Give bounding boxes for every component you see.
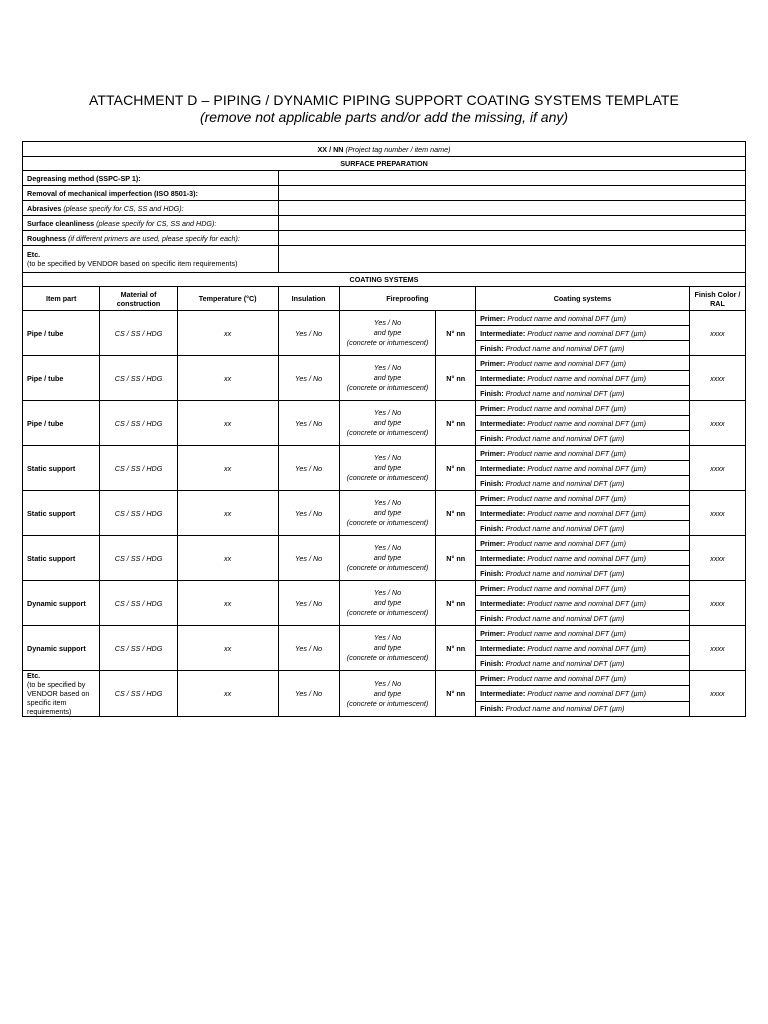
temperature-cell: xx [177,491,278,536]
surface-prep-row [23,231,746,246]
coat-layer-desc: Product name and nominal DFT (µm) [505,704,625,714]
coat-layer-desc: Product name and nominal DFT (µm) [507,628,627,638]
fireproofing-cell [339,626,436,671]
column-header-fireproofing: Fireproofing [339,287,475,311]
coat-layer-cell [476,506,690,521]
fireproofing-cell [339,401,436,446]
finish-color-cell: xxxx [689,671,745,717]
temperature-cell: xx [177,401,278,446]
coat-layer-label: Finish: [480,388,504,398]
insulation-cell: Yes / No [278,581,339,626]
finish-color-cell: xxxx [689,491,745,536]
coat-layer-desc: Product name and nominal DFT (µm) [505,658,625,668]
coat-layer-desc: Product name and nominal DFT (µm) [507,583,627,593]
fireproofing-yes-no: Yes / No [373,318,402,327]
coat-layer-cell [476,401,690,416]
surface-prep-etc-row [23,246,746,273]
finish-color-cell: xxxx [689,311,745,356]
coat-layer-label: Intermediate: [480,598,526,608]
insulation-cell: Yes / No [278,401,339,446]
fireproofing-yes-no: Yes / No [373,498,402,507]
fireproofing-yes-no: Yes / No [373,543,402,552]
coat-layer-cell [476,446,690,461]
surface-prep-row [23,186,746,201]
coat-number-cell [436,356,476,401]
item-etc-note: (to be specified by VENDOR based on specific item requirements) [27,680,90,716]
material-cell: CS / SS / HDG [100,446,177,491]
coat-layer-cell [476,431,690,446]
coat-layer-label: Primer: [480,403,506,413]
column-header-coating: Coating systems [476,287,690,311]
coating-item-row [23,671,746,686]
fireproofing-and-type: and type [373,373,402,382]
coat-layer-label: Primer: [480,538,506,548]
finish-color-cell: xxxx [689,401,745,446]
insulation-cell: Yes / No [278,491,339,536]
surface-preparation-heading-row [23,157,746,171]
finish-color-cell: xxxx [689,446,745,491]
coat-number: N° nn [446,689,466,698]
item-part-label: Static support [27,553,76,563]
coat-layer-desc: Product name and nominal DFT (µm) [527,418,647,428]
coat-number-cell [436,401,476,446]
coat-layer-desc: Product name and nominal DFT (µm) [527,328,647,338]
material-cell: CS / SS / HDG [100,536,177,581]
coat-number-cell [436,581,476,626]
coat-number: N° nn [446,328,466,338]
temperature-cell: xx [177,671,278,717]
insulation-cell: Yes / No [278,626,339,671]
coating-item-row [23,581,746,596]
coat-number: N° nn [446,418,466,428]
temperature-cell: xx [177,311,278,356]
column-header-item-part: Item part [23,287,100,311]
surface-prep-label: Abrasives [27,203,62,213]
item-part-label: Pipe / tube [27,418,64,428]
coat-layer-label: Intermediate: [480,463,526,473]
item-etc-label: Etc. [27,671,41,680]
coat-layer-desc: Product name and nominal DFT (µm) [527,553,647,563]
item-part-label: Pipe / tube [27,328,64,338]
coat-layer-cell [476,461,690,476]
coat-layer-label: Finish: [480,433,504,443]
coat-layer-desc: Product name and nominal DFT (µm) [507,673,627,683]
surface-prep-value-field[interactable] [278,186,745,201]
insulation-cell: Yes / No [278,446,339,491]
fireproofing-yes-no: Yes / No [373,678,402,688]
coat-number: N° nn [446,463,466,473]
document-title: ATTACHMENT D – PIPING / DYNAMIC PIPING SUPPORT COATING SYSTEMS TEMPLATE [88,92,679,108]
fireproofing-kind: (concrete or intumescent) [346,653,429,662]
temperature-cell: xx [177,536,278,581]
column-header-temperature: Temperature (°C) [177,287,278,311]
coat-number: N° nn [446,643,466,653]
material-cell: CS / SS / HDG [100,311,177,356]
coat-layer-cell [476,641,690,656]
surface-prep-etc-label: Etc. [27,250,41,259]
fireproofing-yes-no: Yes / No [373,633,402,642]
document-subtitle: (remove not applicable parts and/or add the missing, if any) [199,109,569,125]
fireproofing-cell [339,671,436,717]
coat-layer-cell [476,581,690,596]
fireproofing-and-type: and type [373,598,402,607]
fireproofing-and-type: and type [373,463,402,472]
coat-layer-cell [476,341,690,356]
coat-layer-desc: Product name and nominal DFT (µm) [507,313,627,323]
fireproofing-yes-no: Yes / No [373,363,402,372]
material-cell: CS / SS / HDG [100,356,177,401]
coat-layer-desc: Product name and nominal DFT (µm) [507,403,627,413]
coat-layer-desc: Product name and nominal DFT (µm) [527,598,647,608]
coating-item-row [23,536,746,551]
coating-header-row [23,287,746,311]
fireproofing-and-type: and type [373,688,402,698]
coat-number-cell [436,491,476,536]
surface-prep-etc-note: (to be specified by VENDOR based on specific item requirements) [27,259,238,268]
item-part-label: Dynamic support [27,598,86,608]
item-part-label: Static support [27,463,76,473]
surface-preparation-heading: SURFACE PREPARATION [23,157,746,171]
coat-layer-label: Finish: [480,343,504,353]
coat-layer-cell [476,656,690,671]
coat-layer-label: Primer: [480,358,506,368]
coat-layer-cell [476,671,690,686]
coat-layer-cell [476,326,690,341]
fireproofing-cell [339,491,436,536]
fireproofing-kind: (concrete or intumescent) [346,518,429,527]
surface-prep-label: Removal of mechanical imperfection (ISO 8501-3): [27,188,198,198]
coat-layer-desc: Product name and nominal DFT (µm) [505,388,625,398]
coating-item-row [23,626,746,641]
finish-color-cell: xxxx [689,581,745,626]
coating-item-row [23,401,746,416]
surface-prep-value-field[interactable] [278,201,745,216]
coating-systems-heading-row [23,273,746,287]
coat-layer-label: Primer: [480,313,506,323]
coat-layer-label: Intermediate: [480,643,526,653]
insulation-cell: Yes / No [278,671,339,717]
fireproofing-kind: (concrete or intumescent) [346,563,429,572]
surface-prep-value-field[interactable] [278,216,745,231]
insulation-cell: Yes / No [278,311,339,356]
temperature-cell: xx [177,581,278,626]
material-cell: CS / SS / HDG [100,491,177,536]
coat-layer-cell [476,356,690,371]
coat-layer-desc: Product name and nominal DFT (µm) [527,643,647,653]
coat-layer-cell [476,566,690,581]
coat-layer-cell [476,626,690,641]
fireproofing-yes-no: Yes / No [373,588,402,597]
project-tag-note: (Project tag number / item name) [345,144,451,154]
fireproofing-and-type: and type [373,508,402,517]
insulation-cell: Yes / No [278,536,339,581]
finish-color-cell: xxxx [689,626,745,671]
fireproofing-and-type: and type [373,553,402,562]
coating-item-row [23,311,746,326]
coat-layer-cell [476,521,690,536]
coat-layer-cell [476,386,690,401]
coat-number: N° nn [446,508,466,518]
coat-layer-label: Finish: [480,658,504,668]
column-header-finish: Finish Color / RAL [689,287,745,311]
coat-number: N° nn [446,373,466,383]
coat-number: N° nn [446,553,466,563]
coat-layer-label: Primer: [480,448,506,458]
fireproofing-cell [339,581,436,626]
fireproofing-cell [339,356,436,401]
coat-layer-desc: Product name and nominal DFT (µm) [507,358,627,368]
surface-prep-value-field[interactable] [278,231,745,246]
surface-prep-row [23,216,746,231]
fireproofing-yes-no: Yes / No [373,408,402,417]
item-part-label: Static support [27,508,76,518]
fireproofing-cell [339,536,436,581]
material-cell: CS / SS / HDG [100,581,177,626]
column-header-material: Material of construction [100,287,177,311]
fireproofing-kind: (concrete or intumescent) [346,473,429,482]
coat-layer-cell [476,491,690,506]
coat-number-cell [436,311,476,356]
coat-layer-cell [476,476,690,491]
fireproofing-kind: (concrete or intumescent) [346,608,429,617]
surface-prep-row [23,171,746,186]
coating-item-row [23,356,746,371]
surface-prep-note: (if different primers are used, please specify for each): [68,233,240,243]
material-cell: CS / SS / HDG [100,626,177,671]
coat-layer-label: Intermediate: [480,373,526,383]
coating-item-row [23,491,746,506]
surface-prep-label: Surface cleanliness [27,218,95,228]
coat-number-cell [436,671,476,717]
coat-layer-desc: Product name and nominal DFT (µm) [505,568,625,578]
coat-layer-desc: Product name and nominal DFT (µm) [527,508,647,518]
coat-number-cell [436,446,476,491]
project-tag-code: XX / NN [317,144,344,154]
coat-layer-desc: Product name and nominal DFT (µm) [505,613,625,623]
fireproofing-kind: (concrete or intumescent) [346,428,429,437]
coat-layer-desc: Product name and nominal DFT (µm) [527,373,647,383]
item-part-label: Dynamic support [27,643,86,653]
finish-color-cell: xxxx [689,356,745,401]
temperature-cell: xx [177,626,278,671]
temperature-cell: xx [177,356,278,401]
coat-layer-label: Finish: [480,478,504,488]
coat-layer-label: Intermediate: [480,418,526,428]
surface-prep-value-field[interactable] [278,171,745,186]
coat-layer-desc: Product name and nominal DFT (µm) [507,538,627,548]
coat-layer-cell [476,536,690,551]
material-cell: CS / SS / HDG [100,401,177,446]
coat-layer-cell [476,311,690,326]
temperature-cell: xx [177,446,278,491]
fireproofing-kind: (concrete or intumescent) [346,338,429,347]
column-header-insulation: Insulation [278,287,339,311]
finish-color-cell: xxxx [689,536,745,581]
insulation-cell: Yes / No [278,356,339,401]
coating-item-row [23,446,746,461]
coat-layer-desc: Product name and nominal DFT (µm) [527,688,647,698]
coat-layer-label: Finish: [480,613,504,623]
coat-layer-desc: Product name and nominal DFT (µm) [505,523,625,533]
coat-layer-label: Finish: [480,568,504,578]
coat-layer-desc: Product name and nominal DFT (µm) [505,478,625,488]
fireproofing-yes-no: Yes / No [373,453,402,462]
coat-number-cell [436,626,476,671]
item-part-label: Pipe / tube [27,373,64,383]
coat-layer-label: Intermediate: [480,508,526,518]
fireproofing-and-type: and type [373,643,402,652]
coat-layer-desc: Product name and nominal DFT (µm) [505,433,625,443]
surface-prep-row [23,201,746,216]
project-tag-row [23,142,746,157]
surface-prep-note: (please specify for CS, SS and HDG): [63,203,184,213]
surface-prep-note: (please specify for CS, SS and HDG): [96,218,217,228]
coat-layer-cell [476,611,690,626]
coat-layer-label: Primer: [480,493,506,503]
fireproofing-cell [339,311,436,356]
coat-layer-cell [476,416,690,431]
coat-layer-desc: Product name and nominal DFT (µm) [507,448,627,458]
coat-layer-label: Intermediate: [480,688,526,698]
coat-layer-label: Primer: [480,583,506,593]
coat-number: N° nn [446,598,466,608]
fireproofing-kind: (concrete or intumescent) [346,383,429,392]
coat-layer-cell [476,596,690,611]
coat-layer-cell [476,686,690,701]
surface-prep-label: Roughness [27,233,67,243]
fireproofing-and-type: and type [373,328,402,337]
coat-layer-desc: Product name and nominal DFT (µm) [505,343,625,353]
coating-template-table [22,141,746,717]
coat-layer-cell [476,701,690,716]
fireproofing-cell [339,446,436,491]
surface-prep-label: Degreasing method (SSPC-SP 1): [27,173,141,183]
coat-layer-cell [476,551,690,566]
coat-layer-label: Primer: [480,673,506,683]
coat-layer-desc: Product name and nominal DFT (µm) [507,493,627,503]
coat-layer-label: Finish: [480,523,504,533]
coat-layer-cell [476,371,690,386]
coat-layer-label: Finish: [480,704,504,714]
surface-prep-etc-value-field[interactable] [278,246,745,273]
coat-layer-label: Primer: [480,628,506,638]
material-cell: CS / SS / HDG [100,671,177,717]
coat-layer-label: Intermediate: [480,328,526,338]
coat-number-cell [436,536,476,581]
coating-systems-heading: COATING SYSTEMS [23,273,746,287]
fireproofing-and-type: and type [373,418,402,427]
coat-layer-desc: Product name and nominal DFT (µm) [527,463,647,473]
coat-layer-label: Intermediate: [480,553,526,563]
fireproofing-kind: (concrete or intumescent) [346,698,429,708]
